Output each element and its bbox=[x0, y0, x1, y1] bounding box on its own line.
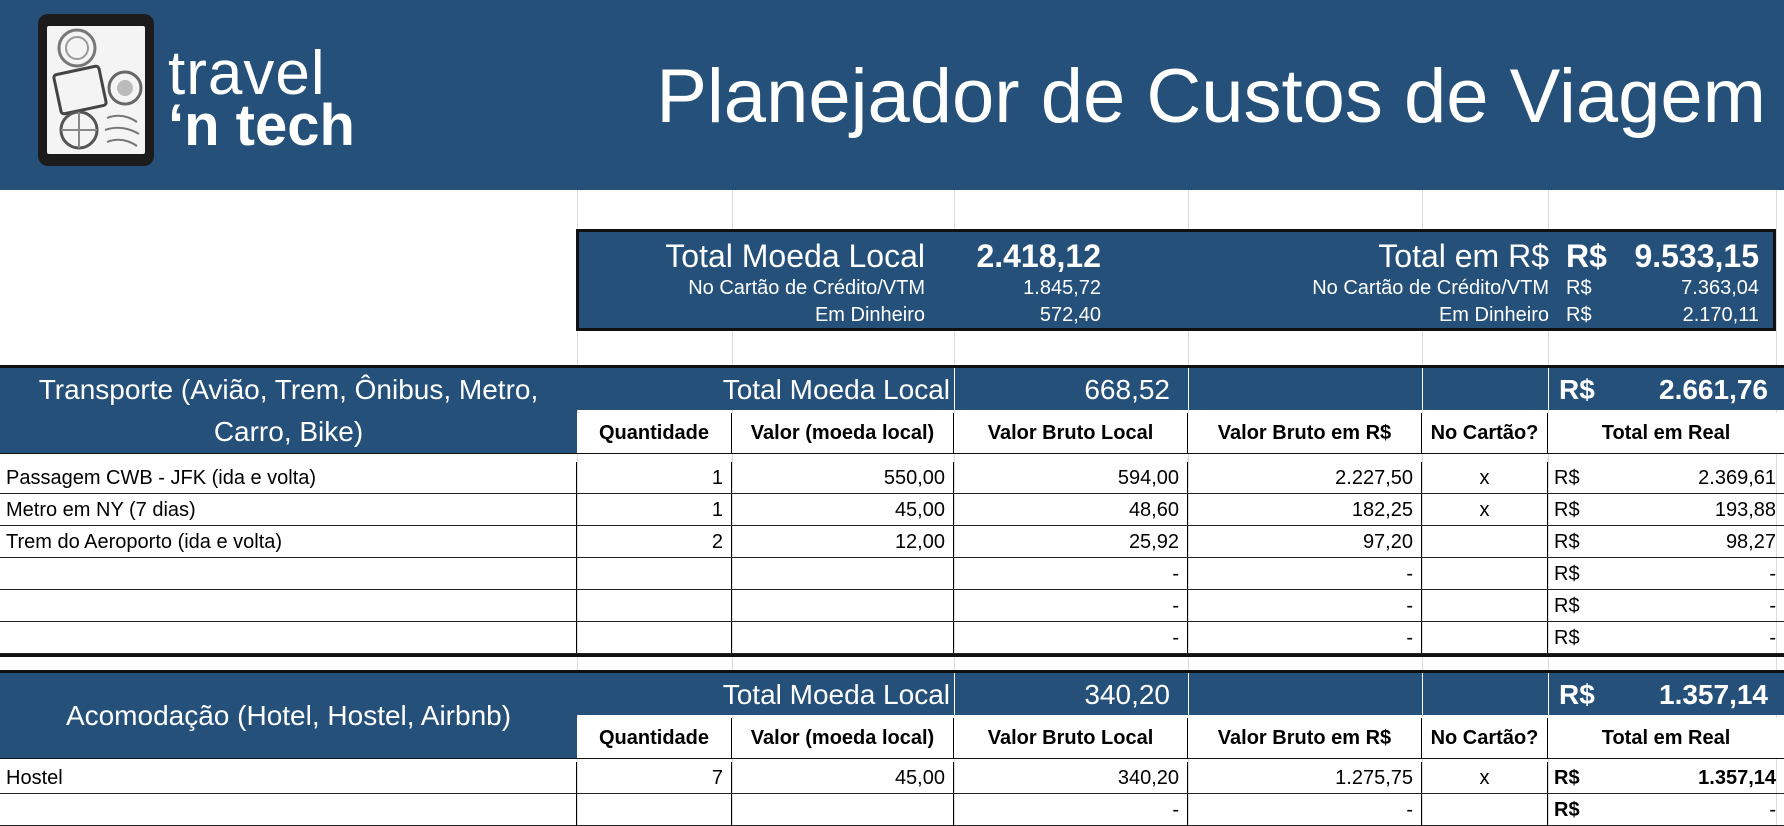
cell-on-card[interactable] bbox=[1422, 794, 1548, 825]
col-header-total-real: Total em Real bbox=[1548, 718, 1784, 758]
cell-qty[interactable]: 7 bbox=[577, 762, 732, 793]
summary-brl-label: Total em R$ bbox=[1378, 238, 1549, 274]
cell-on-card[interactable] bbox=[1422, 558, 1548, 589]
lodging-total-label: Total Moeda Local bbox=[722, 679, 950, 710]
cell-total-real[interactable]: 2.369,61 bbox=[1698, 467, 1776, 489]
cell-qty[interactable]: 2 bbox=[577, 526, 732, 557]
cell-gross-brl[interactable]: 97,20 bbox=[1188, 526, 1422, 557]
summary-local-card-label: No Cartão de Crédito/VTM bbox=[688, 277, 925, 299]
cell-on-card[interactable] bbox=[1422, 526, 1548, 557]
cell-value[interactable]: 12,00 bbox=[732, 526, 954, 557]
transport-total-label: Total Moeda Local bbox=[722, 374, 950, 405]
col-header-gross-brl: Valor Bruto em R$ bbox=[1188, 718, 1422, 758]
summary-local-cash-label: Em Dinheiro bbox=[814, 304, 925, 326]
cell-on-card[interactable]: x bbox=[1422, 762, 1548, 793]
cell-value[interactable] bbox=[732, 622, 954, 653]
cell-on-card[interactable]: x bbox=[1422, 462, 1548, 493]
cell-currency[interactable]: R$ bbox=[1554, 467, 1580, 489]
col-header-on-card: No Cartão? bbox=[1422, 718, 1548, 758]
cell-on-card[interactable] bbox=[1422, 622, 1548, 653]
cell-qty[interactable]: 1 bbox=[577, 462, 732, 493]
logo-text: travel bbox=[168, 39, 326, 108]
cell-item[interactable] bbox=[0, 794, 577, 825]
cell-qty[interactable] bbox=[577, 622, 732, 653]
cell-currency[interactable]: R$ bbox=[1554, 563, 1580, 585]
cell-item[interactable] bbox=[0, 622, 577, 653]
summary-brl-card: 7.363,04 bbox=[1681, 277, 1759, 299]
cell-qty[interactable] bbox=[577, 794, 732, 825]
cell-gross-brl[interactable]: - bbox=[1188, 622, 1422, 653]
cell-gross-brl[interactable]: 2.227,50 bbox=[1188, 462, 1422, 493]
cell-qty[interactable] bbox=[577, 558, 732, 589]
cell-total-real[interactable]: 1.357,14 bbox=[1698, 767, 1776, 789]
cell-value[interactable] bbox=[732, 794, 954, 825]
summary-brl-card-label: No Cartão de Crédito/VTM bbox=[1312, 277, 1549, 299]
summary-currency: R$ bbox=[1566, 277, 1592, 299]
cell-value[interactable]: 45,00 bbox=[732, 494, 954, 525]
cell-item[interactable]: Trem do Aeroporto (ida e volta) bbox=[0, 526, 577, 557]
lodging-title: Acomodação (Hotel, Hostel, Airbnb) bbox=[65, 700, 512, 731]
table-row bbox=[0, 762, 1784, 794]
table-row bbox=[0, 794, 1784, 826]
transport-title: Transporte (Avião, Trem, Ônibus, Metro, Carro, Bike) bbox=[38, 374, 539, 447]
cell-item[interactable] bbox=[0, 590, 577, 621]
cell-qty[interactable] bbox=[577, 590, 732, 621]
cell-value[interactable]: 550,00 bbox=[732, 462, 954, 493]
cell-gross-brl[interactable]: - bbox=[1188, 558, 1422, 589]
cell-currency[interactable]: R$ bbox=[1554, 595, 1580, 617]
cell-item[interactable]: Hostel bbox=[0, 762, 577, 793]
summary-box bbox=[576, 229, 1776, 331]
col-header-value: Valor (moeda local) bbox=[732, 718, 954, 758]
table-row bbox=[0, 590, 1784, 622]
cell-item[interactable]: Passagem CWB - JFK (ida e volta) bbox=[0, 462, 577, 493]
table-row bbox=[0, 462, 1784, 494]
transport-currency: R$ bbox=[1559, 374, 1595, 405]
summary-local-card: 1.845,72 bbox=[1023, 277, 1101, 299]
cell-gross-local[interactable]: - bbox=[954, 558, 1188, 589]
cell-total-real[interactable]: 193,88 bbox=[1714, 499, 1776, 521]
cell-gross-brl[interactable]: 182,25 bbox=[1188, 494, 1422, 525]
cell-item[interactable] bbox=[0, 558, 577, 589]
summary-currency: R$ bbox=[1566, 238, 1607, 274]
cell-gross-brl[interactable]: 1.275,75 bbox=[1188, 762, 1422, 793]
col-header-gross-local: Valor Bruto Local bbox=[954, 413, 1188, 453]
cell-gross-local[interactable]: - bbox=[954, 622, 1188, 653]
col-header-gross-local: Valor Bruto Local bbox=[954, 718, 1188, 758]
summary-currency: R$ bbox=[1566, 304, 1592, 326]
cell-gross-local[interactable]: 594,00 bbox=[954, 462, 1188, 493]
table-row bbox=[0, 526, 1784, 558]
tablet-logo-icon bbox=[38, 14, 154, 166]
summary-local-total: 2.418,12 bbox=[976, 238, 1101, 274]
transport-total-local: 668,52 bbox=[1084, 374, 1170, 405]
app-header bbox=[0, 0, 1784, 190]
transport-title-bg bbox=[0, 368, 577, 454]
cell-gross-local[interactable]: 25,92 bbox=[954, 526, 1188, 557]
cell-gross-brl[interactable]: - bbox=[1188, 794, 1422, 825]
table-row bbox=[0, 622, 1784, 654]
cell-on-card[interactable] bbox=[1422, 590, 1548, 621]
cell-currency[interactable]: R$ bbox=[1554, 799, 1580, 821]
cell-currency[interactable]: R$ bbox=[1554, 531, 1580, 553]
lodging-currency: R$ bbox=[1559, 679, 1595, 710]
cell-currency[interactable]: R$ bbox=[1554, 627, 1580, 649]
cell-total-real[interactable]: - bbox=[1769, 595, 1776, 617]
summary-brl-cash-label: Em Dinheiro bbox=[1438, 304, 1549, 326]
table-row bbox=[0, 494, 1784, 526]
summary-local-cash: 572,40 bbox=[1039, 304, 1101, 326]
col-header-qty: Quantidade bbox=[577, 718, 732, 758]
cell-value[interactable]: 45,00 bbox=[732, 762, 954, 793]
logo-text-bold: ‘n tech bbox=[168, 93, 355, 158]
cell-currency[interactable]: R$ bbox=[1554, 499, 1580, 521]
cell-gross-local[interactable]: - bbox=[954, 590, 1188, 621]
page-title: Planejador de Custos de Viagem bbox=[656, 54, 1766, 139]
cell-value[interactable] bbox=[732, 590, 954, 621]
cell-gross-local[interactable]: 340,20 bbox=[954, 762, 1188, 793]
summary-local-label: Total Moeda Local bbox=[665, 238, 925, 274]
cell-qty[interactable]: 1 bbox=[577, 494, 732, 525]
transport-total-brl: 2.661,76 bbox=[1659, 374, 1768, 405]
cell-value[interactable] bbox=[732, 558, 954, 589]
summary-brl-total: 9.533,15 bbox=[1634, 238, 1759, 274]
col-header-value: Valor (moeda local) bbox=[732, 413, 954, 453]
col-header-total-real: Total em Real bbox=[1548, 413, 1784, 453]
cell-item[interactable]: Metro em NY (7 dias) bbox=[0, 494, 577, 525]
table-row bbox=[0, 558, 1784, 590]
lodging-total-brl: 1.357,14 bbox=[1659, 679, 1768, 710]
cell-total-real[interactable]: 98,27 bbox=[1725, 531, 1776, 553]
cell-gross-local[interactable]: 48,60 bbox=[954, 494, 1188, 525]
summary-brl-cash: 2.170,11 bbox=[1682, 304, 1759, 326]
cell-gross-brl[interactable]: - bbox=[1188, 590, 1422, 621]
cell-total-real[interactable]: - bbox=[1769, 627, 1776, 649]
lodging-title-bg bbox=[0, 673, 577, 759]
cell-gross-local[interactable]: - bbox=[954, 794, 1188, 825]
col-header-qty: Quantidade bbox=[577, 413, 732, 453]
lodging-total-local: 340,20 bbox=[1084, 679, 1170, 710]
cell-total-real[interactable]: - bbox=[1769, 563, 1776, 585]
col-header-gross-brl: Valor Bruto em R$ bbox=[1188, 413, 1422, 453]
cell-currency[interactable]: R$ bbox=[1554, 767, 1580, 789]
cell-on-card[interactable]: x bbox=[1422, 494, 1548, 525]
cell-total-real[interactable]: - bbox=[1769, 799, 1776, 821]
col-header-on-card: No Cartão? bbox=[1422, 413, 1548, 453]
